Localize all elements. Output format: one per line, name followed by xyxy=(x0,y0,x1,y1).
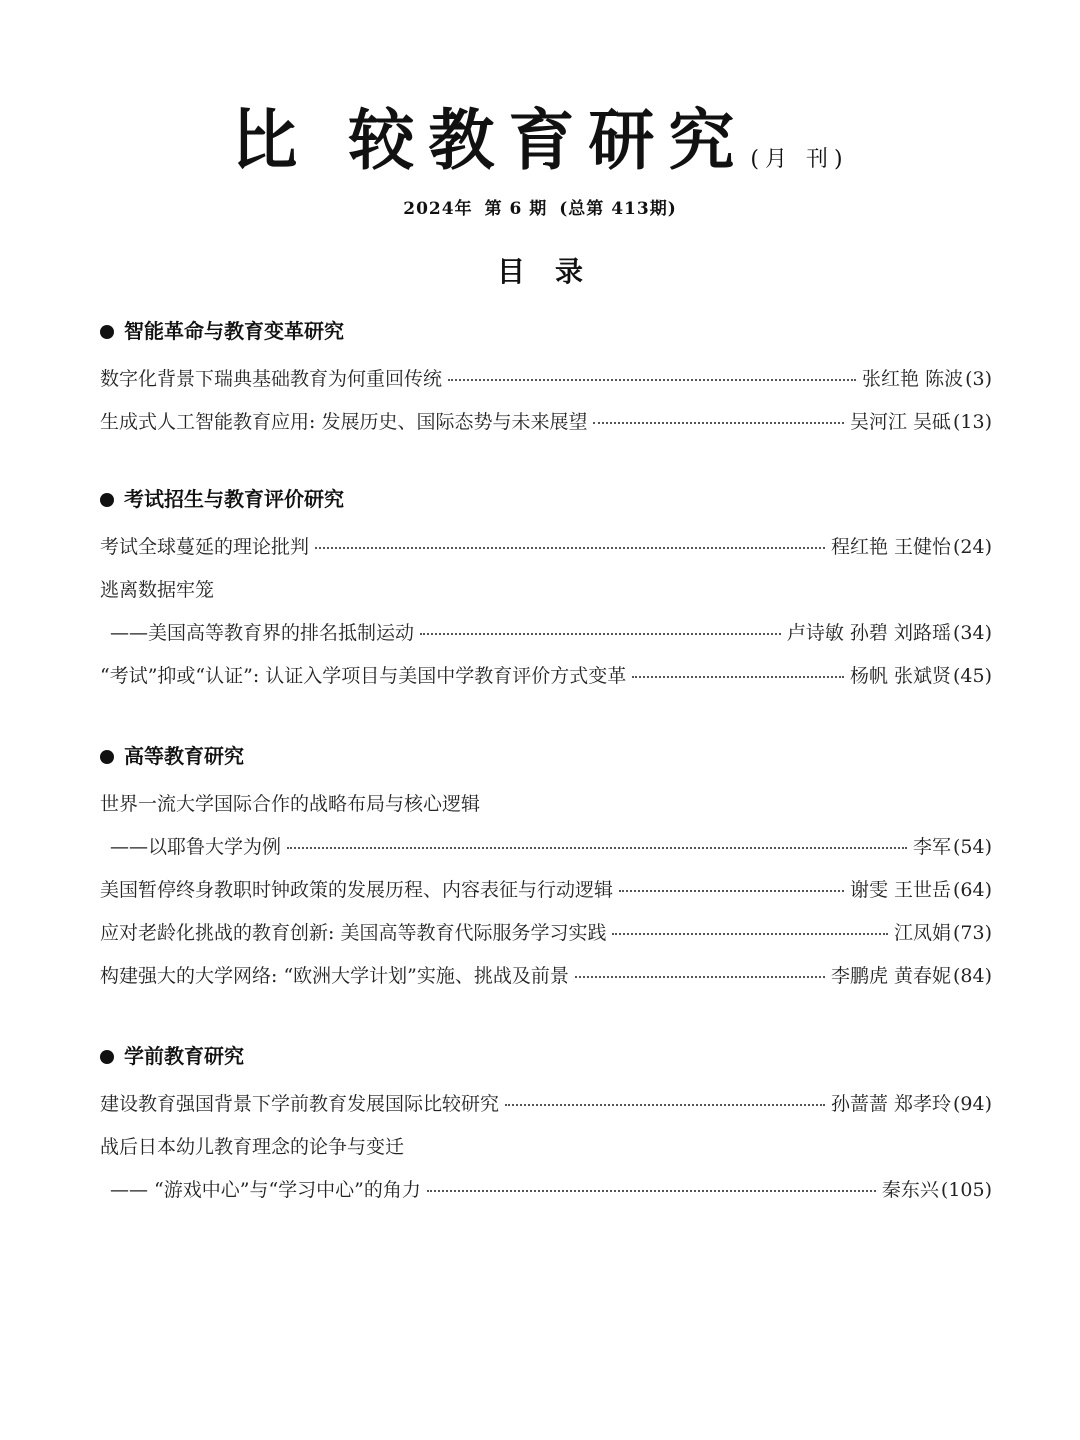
entry-title: 美国暂停终身教职时钟政策的发展历程、内容表征与行动逻辑 xyxy=(100,879,614,901)
dot-leader xyxy=(593,422,843,424)
toc-entry-title-line[interactable] xyxy=(100,1124,992,1167)
toc-entry[interactable] xyxy=(100,1081,992,1124)
dot-leader xyxy=(427,1190,876,1192)
journal-title: 比 较教育研究 xyxy=(231,101,749,179)
entry-page: (13) xyxy=(952,411,992,433)
bullet-icon xyxy=(100,325,114,339)
section-title-text: 高等教育研究 xyxy=(124,744,244,768)
section-title xyxy=(100,484,992,514)
entry-authors: 李军 xyxy=(912,836,951,858)
section-title xyxy=(100,741,992,771)
entry-authors: 江凤娟 xyxy=(893,922,951,944)
section-title-text: 考试招生与教育评价研究 xyxy=(124,487,344,511)
entry-authors: 卢诗敏 孙碧 刘路瑶 xyxy=(786,622,951,644)
entry-title: 建设教育强国背景下学前教育发展国际比较研究 xyxy=(100,1093,500,1115)
issue-total: (总第 413期) xyxy=(559,199,677,219)
dot-leader xyxy=(315,547,825,549)
entry-title: 考试全球蔓延的理论批判 xyxy=(100,536,310,558)
section-title-text: 学前教育研究 xyxy=(124,1044,244,1068)
entry-title: 数字化背景下瑞典基础教育为何重回传统 xyxy=(100,368,443,390)
toc-entry[interactable] xyxy=(100,910,992,953)
toc-entry[interactable] xyxy=(100,356,992,399)
toc-entry[interactable] xyxy=(100,953,992,996)
section-title-text: 智能革命与教育变革研究 xyxy=(124,319,344,343)
bullet-icon xyxy=(100,1050,114,1064)
entry-page: (24) xyxy=(952,536,992,558)
publication-frequency: (月 刊) xyxy=(750,147,849,172)
section-title xyxy=(100,316,992,346)
toc-entry-title-line[interactable] xyxy=(100,567,992,610)
issue-year: 2024年 xyxy=(403,199,473,219)
toc-section xyxy=(100,484,992,696)
toc-entry[interactable] xyxy=(100,653,992,696)
entry-page: (105) xyxy=(940,1179,992,1201)
toc-entry[interactable] xyxy=(100,824,992,867)
dot-leader xyxy=(612,933,888,935)
entry-page: (94) xyxy=(952,1093,992,1115)
entry-subtitle: ——以耶鲁大学为例 xyxy=(110,836,282,858)
entry-page: (84) xyxy=(952,965,992,987)
toc-section xyxy=(100,741,992,996)
entry-authors: 吴河江 吴砥 xyxy=(849,411,951,433)
entry-authors: 李鹏虎 黄春妮 xyxy=(830,965,951,987)
dot-leader xyxy=(575,976,825,978)
entry-page: (54) xyxy=(952,836,992,858)
dot-leader xyxy=(505,1104,825,1106)
dot-leader xyxy=(420,633,781,635)
entry-title: 生成式人工智能教育应用: 发展历史、国际态势与未来展望 xyxy=(100,411,588,433)
section-title xyxy=(100,1041,992,1071)
entry-page: (3) xyxy=(965,368,992,390)
entry-subtitle: —— “游戏中心”与“学习中心”的角力 xyxy=(110,1179,421,1201)
toc-section xyxy=(100,316,992,442)
dot-leader xyxy=(619,890,844,892)
toc-entry[interactable] xyxy=(100,399,992,442)
dot-leader xyxy=(448,379,856,381)
entry-title: “考试”抑或“认证”: 认证入学项目与美国中学教育评价方式变革 xyxy=(100,665,627,687)
entry-title: 应对老龄化挑战的教育创新: 美国高等教育代际服务学习实践 xyxy=(100,922,607,944)
dot-leader xyxy=(632,676,844,678)
toc-entry[interactable] xyxy=(100,1167,992,1210)
toc-entry[interactable] xyxy=(100,610,992,653)
issue-line xyxy=(0,194,1080,219)
entry-authors: 杨帆 张斌贤 xyxy=(849,665,951,687)
toc-section xyxy=(100,1041,992,1210)
toc-entry[interactable] xyxy=(100,524,992,567)
entry-title: 战后日本幼儿教育理念的论争与变迁 xyxy=(100,1136,405,1158)
entry-authors: 孙蔷蔷 郑孝玲 xyxy=(830,1093,951,1115)
toc-heading: 目录 xyxy=(496,255,613,288)
entry-page: (34) xyxy=(952,622,992,644)
toc-entry-title-line[interactable] xyxy=(100,781,992,824)
entry-authors: 程红艳 王健怡 xyxy=(830,536,951,558)
entry-title: 构建强大的大学网络: “欧洲大学计划”实施、挑战及前景 xyxy=(100,965,569,987)
toc-entry[interactable] xyxy=(100,867,992,910)
dot-leader xyxy=(287,847,907,849)
masthead xyxy=(0,100,1080,180)
entry-authors: 秦东兴 xyxy=(881,1179,939,1201)
entry-page: (64) xyxy=(952,879,992,901)
entry-title: 逃离数据牢笼 xyxy=(100,579,215,601)
entry-authors: 谢雯 王世岳 xyxy=(849,879,951,901)
entry-page: (45) xyxy=(952,665,992,687)
entry-title: 世界一流大学国际合作的战略布局与核心逻辑 xyxy=(100,793,481,815)
entry-page: (73) xyxy=(952,922,992,944)
bullet-icon xyxy=(100,750,114,764)
bullet-icon xyxy=(100,493,114,507)
issue-number: 第 6 期 xyxy=(484,199,548,219)
entry-subtitle: ——美国高等教育界的排名抵制运动 xyxy=(110,622,415,644)
entry-authors: 张红艳 陈波 xyxy=(862,368,964,390)
